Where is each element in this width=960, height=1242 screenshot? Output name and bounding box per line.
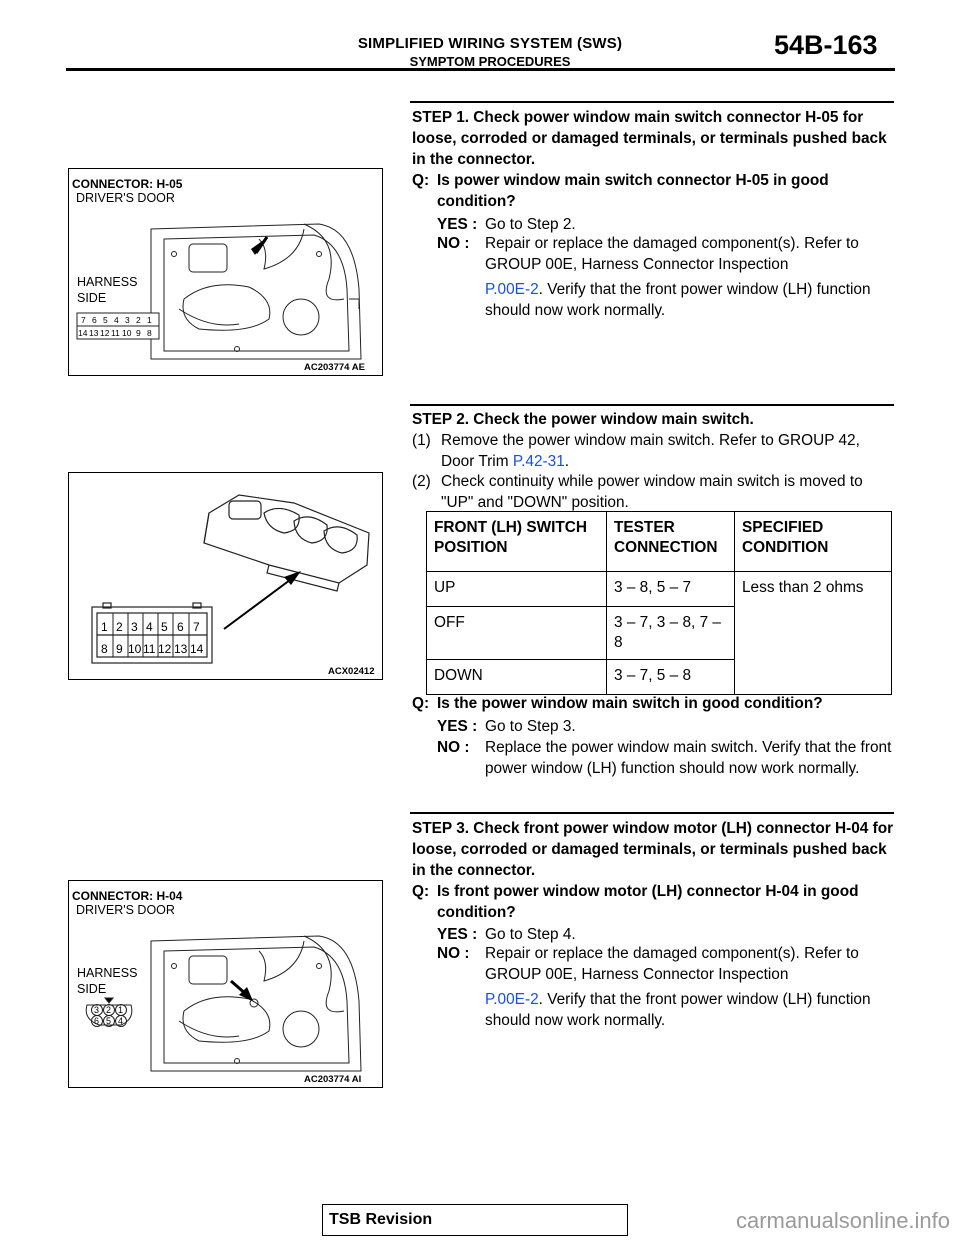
step2-q-label: Q:: [412, 695, 430, 712]
pin-label: 10: [128, 642, 142, 656]
pin-label: 1: [147, 315, 152, 325]
inspection-link[interactable]: P.00E-2: [485, 281, 539, 298]
door-diagram: [69, 881, 382, 1087]
section-subtitle: SYMPTOM PROCEDURES: [409, 54, 571, 69]
pin-label: 3: [131, 620, 138, 634]
table-cell: 3 – 8, 5 – 7: [607, 572, 735, 607]
harness-label-1: HARNESS: [77, 275, 138, 289]
table-cell-condition: Less than 2 ohms: [735, 572, 892, 695]
pin-label: 5: [106, 1016, 112, 1026]
pin-label: 6: [94, 1016, 100, 1026]
no-label: NO :: [437, 945, 470, 962]
yes-text: Go to Step 2.: [485, 216, 576, 233]
pin-label: 2: [106, 1005, 112, 1015]
section-title: SIMPLIFIED WIRING SYSTEM (SWS): [357, 35, 623, 52]
step3-heading: STEP 3. Check front power window motor (LH) connector H-04 for loose, corroded or damaged terminals, or terminals pushed back in the connector.: [412, 820, 894, 879]
pin-label: 6: [177, 620, 184, 634]
step1-no: [437, 233, 907, 319]
step1-question: Is power window main switch connector H-05 in good condition?: [437, 172, 829, 210]
pin-label: 12: [158, 642, 172, 656]
figure-location: DRIVER'S DOOR: [76, 191, 175, 205]
pin-label: 8: [147, 328, 152, 338]
table-header-row: [427, 512, 892, 572]
yes-label: YES :: [437, 926, 478, 943]
table-header-cell: TESTER CONNECTION: [607, 512, 735, 572]
step3-q-label: Q:: [412, 883, 430, 900]
connector-h05-figure: [68, 168, 383, 376]
main-switch-figure: [68, 472, 383, 680]
figure-code: ACX02412: [328, 666, 375, 677]
step3-divider: [410, 812, 894, 814]
pin-label: 5: [161, 620, 168, 634]
figure-caption: CONNECTOR: H-05: [72, 177, 183, 191]
yes-label: YES :: [437, 216, 478, 233]
step2-yes: [437, 716, 907, 737]
pin-label: 6: [92, 315, 97, 325]
step3-question: Is front power window motor (LH) connector H-04 in good condition?: [437, 883, 859, 921]
pin-label: 4: [114, 315, 119, 325]
door-trim-link[interactable]: P.42-31: [512, 453, 565, 470]
pin-label: 12: [100, 328, 110, 338]
step2-item2: Check continuity while power window main switch is moved to "UP" and "DOWN" position.: [441, 473, 863, 511]
header-rule: [66, 68, 895, 71]
no-body: [485, 943, 895, 1031]
pin-label: 8: [101, 642, 108, 656]
door-diagram: [69, 169, 382, 375]
no-text: Repair or replace the damaged component(s). Refer to GROUP 00E, Harness Connector Inspection: [485, 235, 859, 273]
table-header-cell: SPECIFIED CONDITION: [735, 512, 892, 572]
yes-text: Go to Step 3.: [485, 718, 576, 735]
continuity-table: [426, 511, 892, 695]
no-link-line: [485, 279, 895, 321]
figure-code: AC203774 AE: [304, 362, 365, 373]
figure-location: DRIVER'S DOOR: [76, 903, 175, 917]
no-text-end: . Verify that the front power window (LH) function should now work normally.: [485, 281, 871, 319]
step3-yes: [437, 924, 907, 945]
connector-h04-figure: [68, 880, 383, 1088]
pin-label: 5: [103, 315, 108, 325]
no-text-end: . Verify that the front power window (LH) function should now work normally.: [485, 991, 871, 1029]
pin-label: 11: [111, 328, 120, 338]
no-label: NO :: [437, 235, 470, 252]
table-cell: UP: [427, 572, 607, 607]
pin-label: 11: [143, 642, 156, 656]
switch-diagram: [69, 473, 382, 679]
figure-code: AC203774 AI: [304, 1074, 362, 1085]
pin-label: 4: [146, 620, 153, 634]
pin-label: 7: [193, 620, 200, 634]
step1-heading: STEP 1. Check power window main switch connector H-05 for loose, corroded or damaged terminals, or terminals pushed back in the connector.: [412, 109, 887, 168]
table-cell: OFF: [427, 607, 607, 660]
pin-label: 13: [89, 328, 99, 338]
harness-label-2: SIDE: [77, 291, 107, 305]
yes-text: Go to Step 4.: [485, 926, 576, 943]
step2-heading: STEP 2. Check the power window main switch.: [412, 411, 754, 428]
no-link-line: [485, 989, 895, 1031]
tsb-revision-box: TSB Revision: [322, 1204, 628, 1236]
table-cell: 3 – 7, 5 – 8: [607, 660, 735, 695]
pin-label: 2: [116, 620, 123, 634]
no-label: NO :: [437, 739, 470, 756]
harness-label-2: SIDE: [77, 982, 107, 996]
table-row: [427, 572, 892, 607]
table-cell: DOWN: [427, 660, 607, 695]
pin-label: 13: [174, 642, 188, 656]
pin-label: 14: [78, 328, 88, 338]
no-body: [485, 233, 895, 321]
pin-label: 9: [116, 642, 123, 656]
pin-label: 1: [118, 1005, 124, 1015]
step3-no: [437, 943, 907, 1029]
pin-label: 3: [94, 1005, 100, 1015]
yes-label: YES :: [437, 718, 478, 735]
pin-label: 4: [118, 1016, 124, 1026]
item1-end: .: [564, 453, 570, 470]
pin-label: 1: [101, 620, 108, 634]
step2-item1-num: (1): [412, 432, 431, 449]
step2-divider: [410, 404, 894, 406]
watermark: carmanualsonline.info: [736, 1208, 951, 1233]
step1-yes: [437, 214, 907, 235]
step2-question: Is the power window main switch in good condition?: [437, 695, 823, 712]
pin-label: 14: [190, 642, 204, 656]
figure-caption: CONNECTOR: H-04: [72, 889, 183, 903]
table-header-cell: FRONT (LH) SWITCH POSITION: [427, 512, 607, 572]
harness-label-1: HARNESS: [77, 966, 138, 980]
step2-no: [437, 737, 907, 777]
step1-divider: [410, 101, 894, 103]
pin-label: 3: [125, 315, 130, 325]
item1-text: Remove the power window main switch. Refer to GROUP 42, Door Trim: [441, 432, 860, 470]
step2-item1: [441, 430, 893, 472]
page-number: 54B-163: [774, 30, 878, 60]
pin-label: 9: [136, 328, 141, 338]
pin-label: 7: [81, 315, 86, 325]
step1-q-label: Q:: [412, 172, 430, 189]
no-text: Repair or replace the damaged component(s). Refer to GROUP 00E, Harness Connector Inspection: [485, 945, 859, 983]
step2-item2-num: (2): [412, 473, 431, 490]
inspection-link[interactable]: P.00E-2: [485, 991, 539, 1008]
no-text: Replace the power window main switch. Verify that the front power window (LH) function should now work normally.: [485, 739, 892, 777]
pin-label: 2: [136, 315, 141, 325]
pin-label: 10: [122, 328, 132, 338]
table-cell: 3 – 7, 3 – 8, 7 – 8: [607, 607, 735, 660]
